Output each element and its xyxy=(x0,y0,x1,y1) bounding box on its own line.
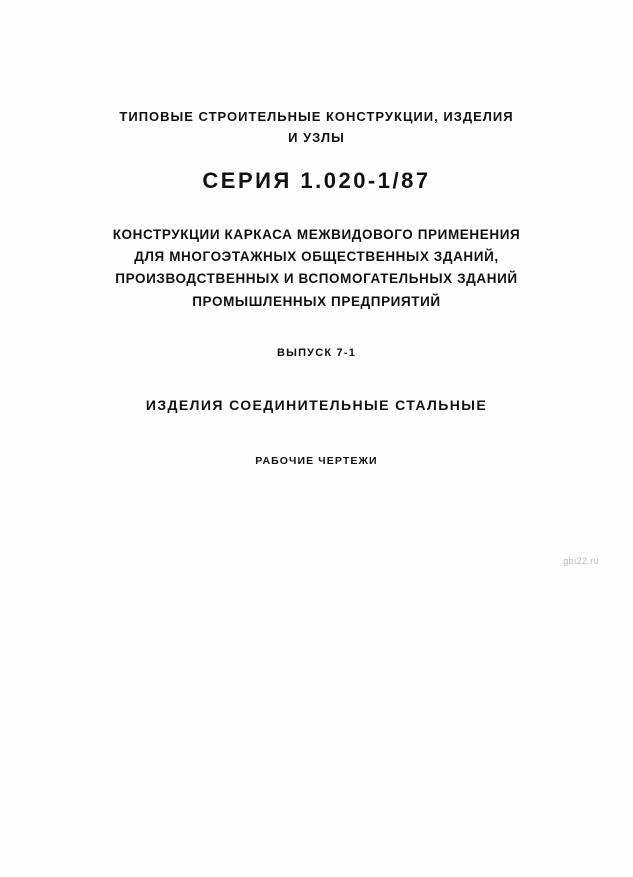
heading-line-1: ТИПОВЫЕ СТРОИТЕЛЬНЫЕ КОНСТРУКЦИИ, ИЗДЕЛИЯ xyxy=(119,109,514,124)
issue-label: ВЫПУСК 7-1 xyxy=(276,347,357,359)
description-line-3: ПРОИЗВОДСТВЕННЫХ И ВСПОМОГАТЕЛЬНЫХ ЗДАНИЙ xyxy=(115,271,518,287)
description-line-1: КОНСТРУКЦИИ КАРКАСА МЕЖВИДОВОГО ПРИМЕНЕНИЯ xyxy=(112,227,521,242)
doctype-label: РАБОЧИЕ ЧЕРТЕЖИ xyxy=(255,455,378,467)
heading-line-2: И УЗЛЫ xyxy=(288,129,345,145)
product-label: ИЗДЕЛИЯ СОЕДИНИТЕЛЬНЫЕ СТАЛЬНЫЕ xyxy=(145,397,488,413)
product-title xyxy=(0,396,633,415)
document-heading xyxy=(0,108,633,146)
watermark: gbi22.ru xyxy=(563,556,599,566)
document-type xyxy=(0,454,633,468)
description-line-2: ДЛЯ МНОГОЭТАЖНЫХ ОБЩЕСТВЕННЫХ ЗДАНИЙ, xyxy=(134,249,499,265)
description-line-4: ПРОМЫШЛЕННЫХ ПРЕДПРИЯТИЙ xyxy=(192,293,441,309)
series-number xyxy=(0,166,633,196)
document-description xyxy=(0,226,633,315)
issue-number xyxy=(0,346,633,361)
series-label: СЕРИЯ 1.020-1/87 xyxy=(202,168,431,193)
